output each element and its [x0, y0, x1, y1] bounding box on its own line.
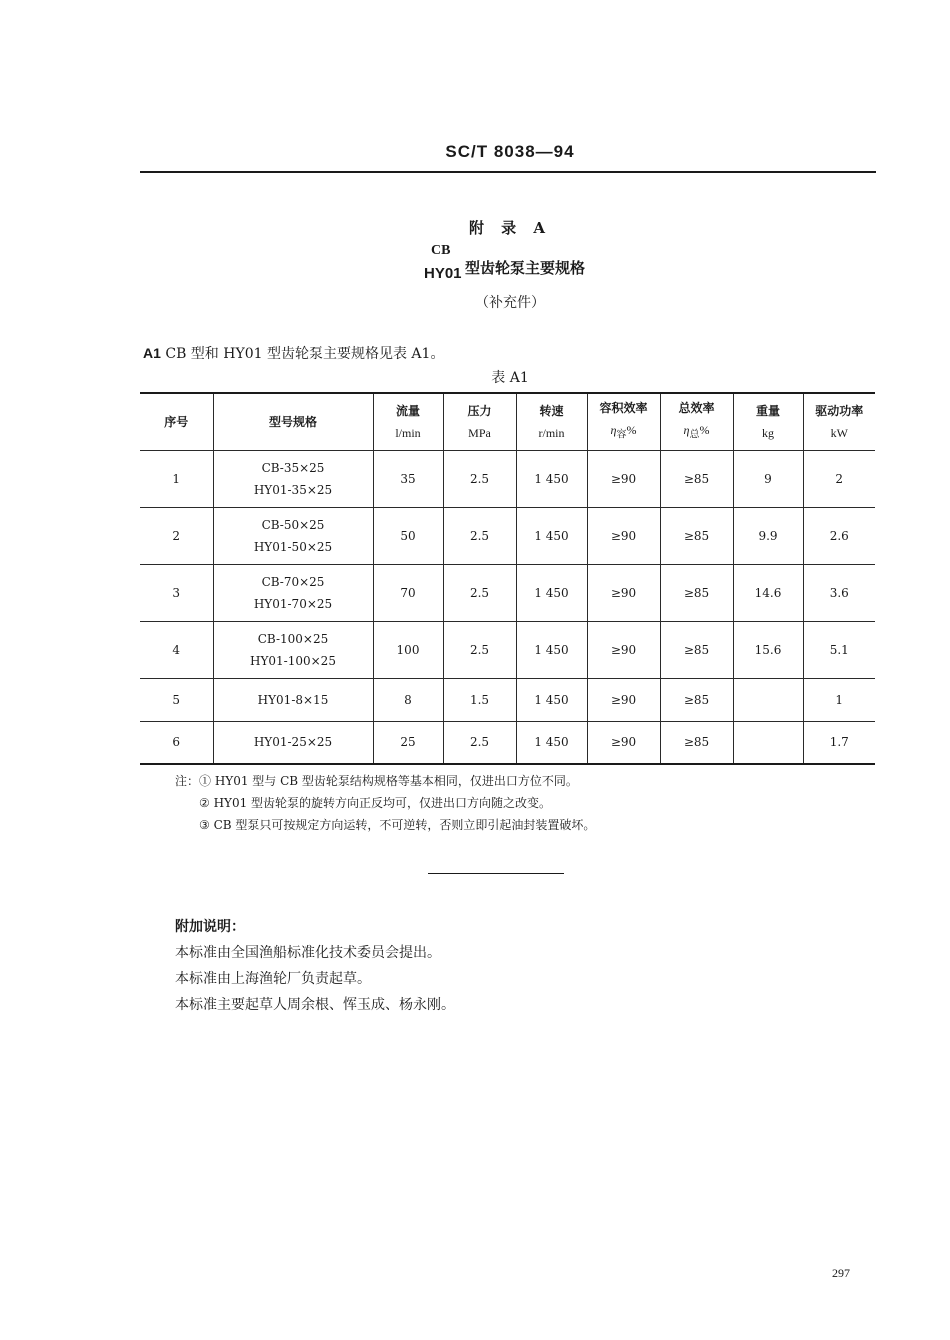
cell-speed: 1 450: [516, 721, 587, 764]
cell-volumetric-efficiency: ≥90: [587, 507, 660, 564]
header-weight: 重量 kg: [733, 393, 803, 450]
additional-note-line: 本标准由全国渔船标准化技术委员会提出。: [175, 945, 441, 961]
page-number: 297: [832, 1266, 850, 1280]
cell-drive-power: 3.6: [803, 564, 875, 621]
cell-total-efficiency: ≥85: [660, 450, 733, 507]
cell-volumetric-efficiency: ≥90: [587, 621, 660, 678]
cell-total-efficiency: ≥85: [660, 721, 733, 764]
appendix-supplement-label: （补充件）: [475, 295, 545, 311]
cell-drive-power: 1.7: [803, 721, 875, 764]
end-rule: [428, 873, 564, 874]
appendix-model-hy: HY01: [424, 265, 462, 282]
cell-model: HY01-8×15: [213, 678, 373, 721]
cell-speed: 1 450: [516, 507, 587, 564]
table-row: [140, 507, 875, 564]
cell-pressure: 2.5: [443, 621, 516, 678]
cell-model: HY01-25×25: [213, 721, 373, 764]
cell-weight: 9.9: [733, 507, 803, 564]
table-row: [140, 564, 875, 621]
note-item: ② HY01 型齿轮泵的旋转方向正反均可，仅进出口方向随之改变。: [199, 796, 552, 810]
standard-code: SC/T 8038—94: [445, 142, 575, 161]
cell-seq: 5: [140, 678, 213, 721]
cell-flow: 70: [373, 564, 443, 621]
cell-flow: 8: [373, 678, 443, 721]
table-row: [140, 450, 875, 507]
header-total-efficiency: 总效率 $\eta_总\%$: [660, 393, 733, 450]
cell-pressure: 1.5: [443, 678, 516, 721]
header-pressure: 压力 MPa: [443, 393, 516, 450]
table-header-row: [140, 393, 875, 450]
cell-total-efficiency: ≥85: [660, 621, 733, 678]
cell-seq: 3: [140, 564, 213, 621]
clause-a1: [143, 343, 444, 363]
appendix-subject-title: 型齿轮泵主要规格: [465, 259, 586, 277]
cell-weight: 9: [733, 450, 803, 507]
cell-seq: 2: [140, 507, 213, 564]
cell-model: CB-35×25 HY01-35×25: [213, 450, 373, 507]
header-drive-power: 驱动功率 kW: [803, 393, 875, 450]
cell-model: CB-70×25 HY01-70×25: [213, 564, 373, 621]
table-row: [140, 678, 875, 721]
cell-weight: 15.6: [733, 621, 803, 678]
cell-weight: [733, 721, 803, 764]
cell-weight: [733, 678, 803, 721]
cell-drive-power: 2.6: [803, 507, 875, 564]
header-volumetric-efficiency: 容积效率 $\eta_容\%$: [587, 393, 660, 450]
cell-pressure: 2.5: [443, 564, 516, 621]
cell-volumetric-efficiency: ≥90: [587, 678, 660, 721]
header-rule: [140, 171, 876, 173]
cell-speed: 1 450: [516, 678, 587, 721]
cell-seq: 1: [140, 450, 213, 507]
cell-drive-power: 2: [803, 450, 875, 507]
note-item: 注：① HY01 型与 CB 型齿轮泵结构规格等基本相同，仅进出口方位不同。: [175, 774, 578, 788]
spec-table: [140, 392, 875, 765]
cell-speed: 1 450: [516, 450, 587, 507]
cell-volumetric-efficiency: ≥90: [587, 721, 660, 764]
cell-pressure: 2.5: [443, 450, 516, 507]
table-row: [140, 721, 875, 764]
cell-total-efficiency: ≥85: [660, 678, 733, 721]
cell-volumetric-efficiency: ≥90: [587, 450, 660, 507]
cell-speed: 1 450: [516, 621, 587, 678]
cell-flow: 50: [373, 507, 443, 564]
cell-seq: 4: [140, 621, 213, 678]
notes-label: 注：: [175, 774, 200, 788]
clause-number: A1: [143, 345, 161, 361]
note-item: ③ CB 型泵只可按规定方向运转，不可逆转，否则立即引起油封装置破坏。: [199, 818, 596, 832]
additional-notes: [175, 914, 455, 1018]
cell-total-efficiency: ≥85: [660, 564, 733, 621]
table-caption: 表 A1: [491, 370, 529, 386]
cell-model: CB-100×25 HY01-100×25: [213, 621, 373, 678]
cell-total-efficiency: ≥85: [660, 507, 733, 564]
table-notes: [175, 770, 595, 836]
additional-note-line: 本标准主要起草人周余根、恽玉成、杨永刚。: [175, 997, 455, 1013]
header-seq: 序号: [140, 393, 213, 450]
cell-weight: 14.6: [733, 564, 803, 621]
cell-model: CB-50×25 HY01-50×25: [213, 507, 373, 564]
cell-flow: 25: [373, 721, 443, 764]
header-model: 型号规格: [213, 393, 373, 450]
cell-seq: 6: [140, 721, 213, 764]
cell-drive-power: 5.1: [803, 621, 875, 678]
cell-speed: 1 450: [516, 564, 587, 621]
cell-drive-power: 1: [803, 678, 875, 721]
cell-volumetric-efficiency: ≥90: [587, 564, 660, 621]
clause-text: CB 型和 HY01 型齿轮泵主要规格见表 A1。: [165, 346, 445, 362]
cell-pressure: 2.5: [443, 507, 516, 564]
header-speed: 转速 r/min: [516, 393, 587, 450]
cell-flow: 100: [373, 621, 443, 678]
header-flow: 流量 l/min: [373, 393, 443, 450]
cell-flow: 35: [373, 450, 443, 507]
appendix-model-cb: CB: [431, 243, 451, 258]
appendix-title: 附 录 A: [468, 219, 552, 237]
additional-note-line: 本标准由上海渔轮厂负责起草。: [175, 971, 371, 987]
additional-notes-title: 附加说明：: [175, 919, 245, 935]
table-row: [140, 621, 875, 678]
cell-pressure: 2.5: [443, 721, 516, 764]
